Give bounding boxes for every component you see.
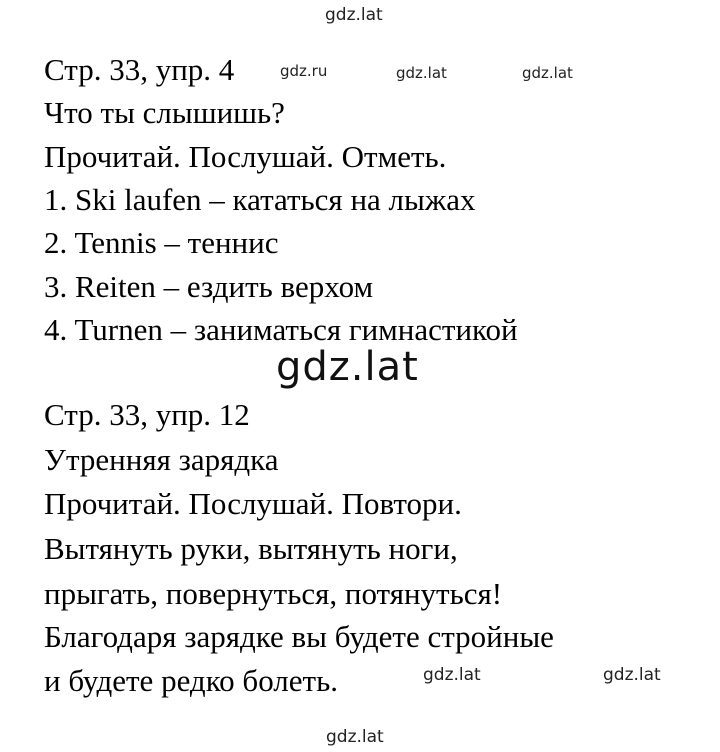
section2-line-4: и будете редко болеть. xyxy=(44,663,338,698)
section2-title: Утренняя зарядка xyxy=(44,442,279,477)
section2-line-1: Вытянуть руки, вытянуть ноги, xyxy=(44,531,458,566)
section1-item-2: 2. Tennis – теннис xyxy=(44,225,279,260)
section1-instruction: Прочитай. Послушай. Отметь. xyxy=(44,139,447,174)
watermark-bottom-mid: gdz.lat xyxy=(423,665,481,685)
section2-line-2: прыгать, повернуться, потянуться! xyxy=(44,576,503,611)
section2-line-3: Благодаря зарядке вы будете стройные xyxy=(44,619,554,654)
section1-item-4: 4. Turnen – заниматься гимнастикой xyxy=(44,312,518,347)
section1-item-1: 1. Ski laufen – кататься на лыжах xyxy=(44,182,476,217)
section1-heading: Стр. 33, упр. 4 xyxy=(44,52,235,87)
watermark-right-2: gdz.lat xyxy=(522,64,573,82)
watermark-center-big: gdz.lat xyxy=(276,344,419,390)
section1-item-3: 3. Reiten – ездить верхом xyxy=(44,269,374,304)
section1-title: Что ты слышишь? xyxy=(44,95,285,130)
watermark-bottom-right: gdz.lat xyxy=(603,665,661,685)
section2-heading: Стр. 33, упр. 12 xyxy=(44,397,250,432)
watermark-footer: gdz.lat xyxy=(326,727,384,747)
section2-instruction: Прочитай. Послушай. Повтори. xyxy=(44,486,462,521)
watermark-inline-ru: gdz.ru xyxy=(280,62,328,80)
watermark-right-1: gdz.lat xyxy=(396,64,447,82)
watermark-top: gdz.lat xyxy=(325,5,383,25)
